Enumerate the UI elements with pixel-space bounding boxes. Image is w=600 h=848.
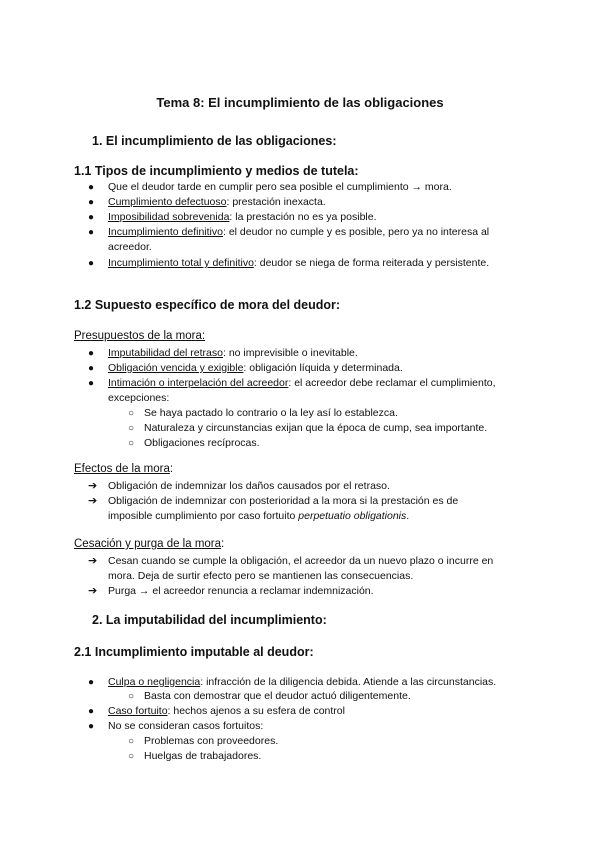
sub-list-item: ○ Huelgas de trabajadores. [128, 750, 262, 762]
arrow-icon: ➔ [88, 555, 98, 567]
sub-list-item: ○ Basta con demostrar que el deudor actuó diligentemente. [128, 690, 411, 702]
list-item: ● No se consideran casos fortuitos: [88, 720, 264, 732]
circle-bullet-icon: ○ [128, 736, 135, 747]
subsection-1-1-heading: 1.1 Tipos de incumplimiento y medios de tutela: [74, 164, 359, 178]
list-item: ● Incumplimiento total y definitivo: deudor se niega de forma reiterada y persistente. [88, 257, 490, 269]
arrow-icon: ➔ [88, 585, 98, 597]
section-1-heading: 1. El incumplimiento de las obligaciones: [92, 134, 337, 148]
list-item-continuation: acreedor. [108, 241, 152, 253]
bullet-icon: ● [88, 363, 95, 374]
list-item-continuation: mora. Deja de surtir efecto pero se mantienen las consecuencias. [108, 570, 414, 582]
page-title: Tema 8: El incumplimiento de las obligaciones [156, 95, 444, 110]
list-item: ● Intimación o interpelación del acreedor: el acreedor debe reclamar el cumplimiento, [88, 377, 496, 389]
list-item: ● Que el deudor tarde en cumplir pero sea posible el cumplimiento → mora. [88, 181, 452, 193]
list-item-continuation: imposible cumplimiento por caso fortuito perpetuatio obligationis. [108, 510, 410, 522]
circle-bullet-icon: ○ [128, 423, 135, 434]
sub-list-item: ○ Problemas con proveedores. [128, 735, 279, 747]
list-item-continuation: excepciones: [108, 392, 170, 404]
list-item: ● Caso fortuito: hechos ajenos a su esfera de control [88, 705, 345, 717]
list-item: ● Culpa o negligencia: infracción de la diligencia debida. Atiende a las circunstancias. [88, 676, 497, 688]
bullet-icon: ● [88, 258, 95, 269]
bullet-icon: ● [88, 182, 95, 193]
list-item: ➔ Cesan cuando se cumple la obligación, el acreedor da un nuevo plazo o incurre en [88, 555, 494, 567]
bullet-icon: ● [88, 677, 95, 688]
bullet-icon: ● [88, 348, 95, 359]
circle-bullet-icon: ○ [128, 438, 135, 449]
list-item: ● Imposibilidad sobrevenida: la prestación no es ya posible. [88, 211, 377, 223]
efectos-label: Efectos de la mora: [74, 463, 174, 475]
circle-bullet-icon: ○ [128, 691, 135, 702]
list-item: ● Cumplimiento defectuoso: prestación inexacta. [88, 196, 326, 208]
bullet-icon: ● [88, 227, 95, 238]
arrow-icon: ➔ [88, 495, 98, 507]
bullet-icon: ● [88, 197, 95, 208]
subsection-2-1-heading: 2.1 Incumplimiento imputable al deudor: [74, 645, 314, 659]
circle-bullet-icon: ○ [128, 751, 135, 762]
bullet-icon: ● [88, 212, 95, 223]
bullet-icon: ● [88, 721, 95, 732]
sub-list-item: ○ Naturaleza y circunstancias exijan que la época de cump, sea importante. [128, 422, 488, 434]
bullet-icon: ● [88, 378, 95, 389]
sub-list-item: ○ Obligaciones recíprocas. [128, 437, 260, 449]
list-item: ➔ Obligación de indemnizar los daños causados por el retraso. [88, 480, 390, 492]
list-item: ● Incumplimiento definitivo: el deudor no cumple y es posible, pero ya no interesa al [88, 226, 490, 238]
presupuestos-label: Presupuestos de la mora: [74, 330, 206, 342]
arrow-icon: ➔ [88, 480, 98, 492]
cesacion-label: Cesación y purga de la mora: [74, 538, 225, 550]
sub-list-item: ○ Se haya pactado lo contrario o la ley así lo establezca. [128, 407, 398, 419]
subsection-1-2-heading: 1.2 Supuesto específico de mora del deudor: [74, 298, 341, 312]
circle-bullet-icon: ○ [128, 408, 135, 419]
bullet-icon: ● [88, 706, 95, 717]
list-item: ➔ Purga → el acreedor renuncia a reclamar indemnización. [88, 585, 374, 597]
list-item: ● Obligación vencida y exigible: obligación líquida y determinada. [88, 362, 403, 374]
section-2-heading: 2. La imputabilidad del incumplimiento: [92, 613, 327, 627]
list-item: ➔ Obligación de indemnizar con posterioridad a la mora si la prestación es de [88, 495, 459, 507]
list-item: ● Imputabilidad del retraso: no imprevisible o inevitable. [88, 347, 358, 359]
